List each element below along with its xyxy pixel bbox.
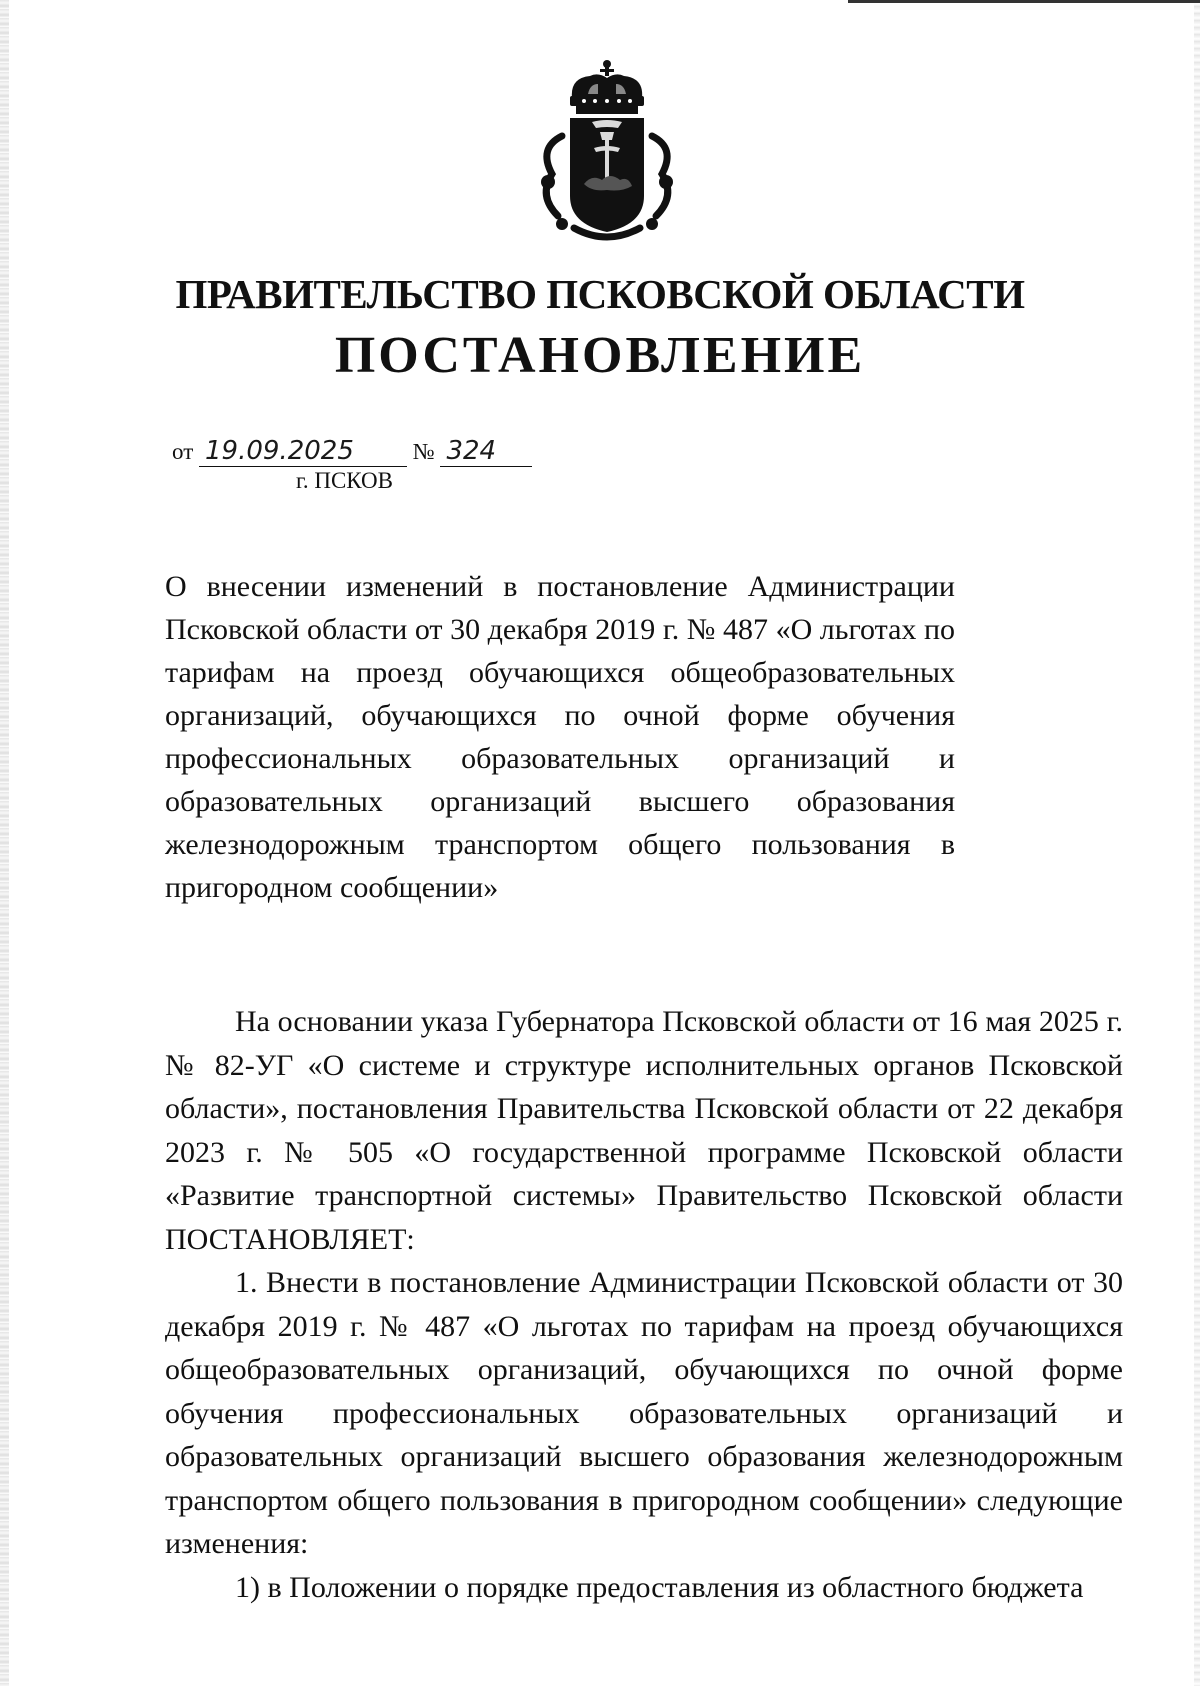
- document-type: ПОСТАНОВЛЕНИЕ: [334, 327, 866, 384]
- preamble-paragraph: На основании указа Губернатора Псковской области от 16 мая 2025 г. № 82-УГ «О системе и структуре исполнительных органов Псковской области», постановления Правительства Псковской области от 22 декабря 2023 г. № 505 «О государственной программе Псковской области «Развитие транспортной системы» Правительство Псковской области ПОСТАНОВЛЯЕТ:: [165, 1005, 1123, 1256]
- document-number: 324: [440, 436, 532, 467]
- subitem-1-paragraph: 1) в Положении о порядке предоставления из областного бюджета: [235, 1570, 1084, 1604]
- scan-edge-right: [1194, 0, 1200, 1686]
- number-label: №: [412, 439, 435, 464]
- city-label: г. ПСКОВ: [296, 468, 394, 493]
- document-date: 19.09.2025: [199, 436, 407, 467]
- coat-of-arms-icon: [532, 56, 682, 242]
- date-number-line: [172, 436, 532, 467]
- document-subject: О внесении изменений в постановление Администрации Псковской области от 30 декабря 2019 г. № 487 «О льготах по тарифам на проезд обучающихся общеобразовательных организаций, обучающихся по очной форме обучения профессиональных образовательных организаций и образовательных организаций высшего образования железнодорожным транспортом общего пользования в пригородном сообщении»: [165, 570, 955, 904]
- scan-top-line: [848, 0, 1200, 3]
- scan-edge-left: [0, 0, 9, 1686]
- government-title: ПРАВИТЕЛЬСТВО ПСКОВСКОЙ ОБЛАСТИ: [175, 271, 1025, 317]
- document-body: [165, 1000, 1123, 1609]
- from-label: от: [172, 439, 194, 464]
- item-1-paragraph: 1. Внести в постановление Администрации Псковской области от 30 декабря 2019 г. № 487 «О льготах по тарифам на проезд обучающихся общеобразовательных организаций, обучающихся по очной форме обучения профессиональных образовательных организаций и образовательных организаций высшего образования железнодорожным транспортом общего пользования в пригородном сообщении» следующие изменения:: [165, 1266, 1123, 1560]
